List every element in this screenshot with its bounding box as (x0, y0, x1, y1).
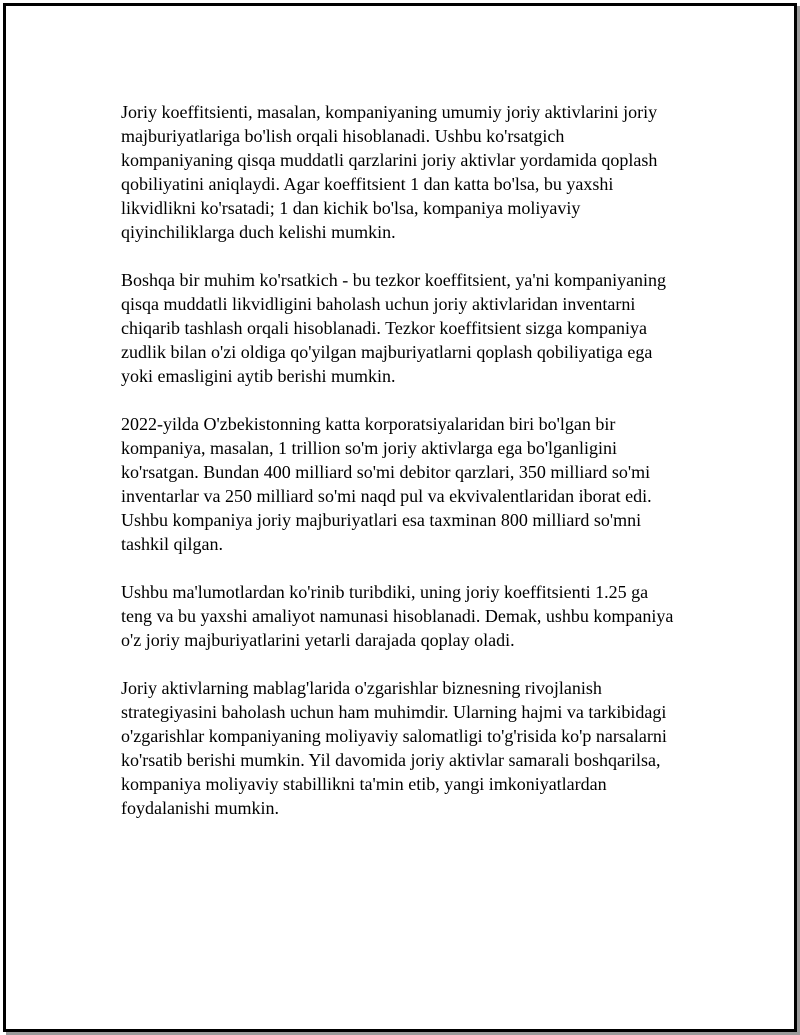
text-line: 2022-yilda O'zbekistonning katta korporatsiyalaridan biri bo'lgan bir (121, 414, 616, 434)
text-line: teng va bu yaxshi amaliyot namunasi hisoblanadi. Demak, ushbu kompaniya (121, 606, 674, 626)
text-line: inventarlar va 250 milliard so'mi naqd pul va ekvivalentlaridan iborat edi. (121, 486, 652, 506)
text-line: Ushbu ma'lumotlardan ko'rinib turibdiki, uning joriy koeffitsienti 1.25 ga (121, 582, 649, 602)
text-line: qobiliyatini aniqlaydi. Agar koeffitsient 1 dan katta bo'lsa, bu yaxshi (121, 174, 614, 194)
text-line: Joriy koeffitsienti, masalan, kompaniyaning umumiy joriy aktivlarini joriy (121, 102, 658, 122)
text-line: kompaniya, masalan, 1 trillion so'm joriy aktivlarga ega bo'lganligini (121, 438, 618, 458)
text-line: yoki emasligini aytib berishi mumkin. (121, 366, 396, 386)
text-line: ko'rsatgan. Bundan 400 milliard so'mi debitor qarzlari, 350 milliard so'mi (121, 462, 651, 482)
text-line: likvidlikni ko'rsatadi; 1 dan kichik bo'lsa, kompaniya moliyaviy (121, 198, 581, 218)
text-line: Boshqa bir muhim ko'rsatkich - bu tezkor koeffitsient, ya'ni kompaniyaning (121, 270, 667, 290)
text-line: Joriy aktivlarning mablag'larida o'zgarishlar biznesning rivojlanish (121, 678, 602, 698)
text-line: qisqa muddatli likvidligini baholash uchun joriy aktivlaridan inventarni (121, 294, 636, 314)
text-line: ko'rsatib berishi mumkin. Yil davomida joriy aktivlar samarali boshqarilsa, (121, 750, 661, 770)
text-line: chiqarib tashlash orqali hisoblanadi. Tezkor koeffitsient sizga kompaniya (121, 318, 647, 338)
text-line: foydalanishi mumkin. (121, 798, 279, 818)
text-line: kompaniya moliyaviy stabillikni ta'min etib, yangi imkoniyatlardan (121, 774, 607, 794)
text-line: qiyinchiliklarga duch kelishi mumkin. (121, 222, 396, 242)
paragraph-conclusion (121, 580, 711, 652)
document-page (3, 3, 797, 1032)
document-body (121, 100, 711, 844)
text-line: o'z joriy majburiyatlarini yetarli darajada qoplay oladi. (121, 630, 515, 650)
text-line: o'zgarishlar kompaniyaning moliyaviy salomatligi to'g'risida ko'p narsalarni (121, 726, 667, 746)
text-line: strategiyasini baholash uchun ham muhimdir. Ularning hajmi va tarkibidagi (121, 702, 667, 722)
text-line: zudlik bilan o'zi oldiga qo'yilgan majburiyatlarni qoplash qobiliyatiga ega (121, 342, 653, 362)
text-line: tashkil qilgan. (121, 534, 223, 554)
paragraph-asset-changes (121, 676, 711, 820)
text-line: kompaniyaning qisqa muddatli qarzlarini joriy aktivlar yordamida qoplash (121, 150, 658, 170)
text-line: majburiyatlariga bo'lish orqali hisoblanadi. Ushbu ko'rsatgich (121, 126, 565, 146)
paragraph-example-2022 (121, 412, 711, 556)
text-line: Ushbu kompaniya joriy majburiyatlari esa taxminan 800 milliard so'mni (121, 510, 642, 530)
paragraph-quick-ratio (121, 268, 711, 388)
paragraph-current-ratio (121, 100, 711, 244)
